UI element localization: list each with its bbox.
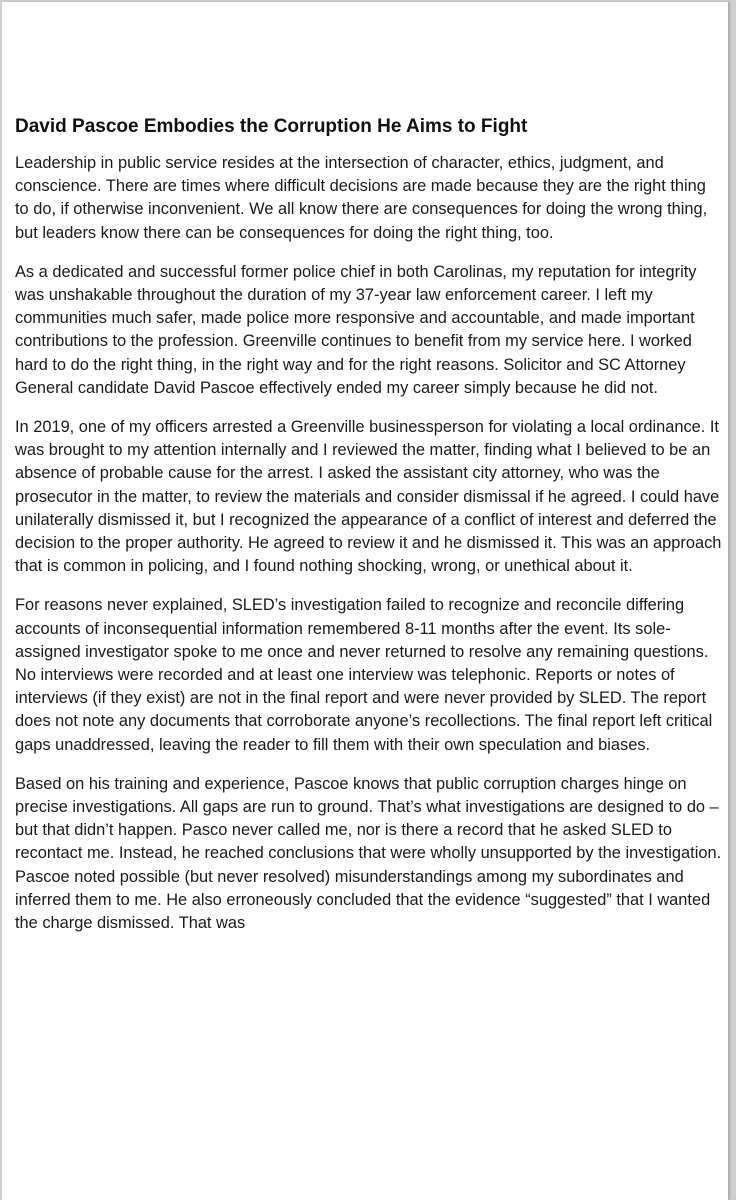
paragraph-career: As a dedicated and successful former police chief in both Carolinas, my reputation for integrity was unshakable throughout the duration of my 37-year law enforcement career. I left my communities much safer, made police more responsive and accountable, and made important contributions to the profession. Greenville continues to benefit from my service here. I worked hard to do the right thing, in the right way and for the right reasons. Solicitor and SC Attorney General candidate David Pascoe effectively ended my career simply because he did not. xyxy=(15,262,697,397)
document-title: David Pascoe Embodies the Corruption He Aims to Fight xyxy=(15,116,528,137)
document-body xyxy=(15,114,723,951)
paragraph-pascoe-conclusions: Based on his training and experience, Pascoe knows that public corruption charges hinge on precise investigations. All gaps are run to ground. That’s what investigations are designed to do – but that didn’t happen. Pasco never called me, nor is there a record that he asked SLED to recontact me. Instead, he reached conclusions that were wholly unsupported by the investigation. Pascoe noted possible (but never resolved) misunderstandings among my subordinates and inferred them to me. He also erroneously concluded that the evidence “suggested” that I wanted the charge dismissed. That was xyxy=(15,774,722,933)
paragraph-2019-arrest: In 2019, one of my officers arrested a Greenville businessperson for violating a local ordinance. It was brought to my attention internally and I reviewed the matter, finding what I believed to be an absence of probable cause for the arrest. I asked the assistant city attorney, who was the prosecutor in the matter, to review the materials and consider dismissal if he agreed. I could have unilaterally dismissed it, but I recognized the appearance of a conflict of interest and deferred the decision to the proper authority. He agreed to review it and he dismissed it. This was an approach that is common in policing, and I found nothing shocking, wrong, or unethical about it. xyxy=(15,418,722,576)
paragraph-sled-investigation: For reasons never explained, SLED’s investigation failed to recognize and reconcile differing accounts of inconsequential information remembered 8-11 months after the event. Its sole-assigned investigator spoke to me once and never returned to resolve any remaining questions. No interviews were recorded and at least one interview was telephonic. Reports or notes of interviews (if they exist) are not in the final report and were never provided by SLED. The report does not note any documents that corroborate anyone’s recollections. The final report left critical gaps unaddressed, leaving the reader to fill them with their own speculation and biases. xyxy=(15,596,713,754)
paragraph-leadership: Leadership in public service resides at the intersection of character, ethics, judgment, and conscience. There are times where difficult decisions are made because they are the right thing to do, if otherwise inconvenient. We all know there are consequences for doing the wrong thing, but leaders know there can be consequences for doing the right thing, too. xyxy=(15,154,708,242)
document-page xyxy=(2,2,728,1200)
